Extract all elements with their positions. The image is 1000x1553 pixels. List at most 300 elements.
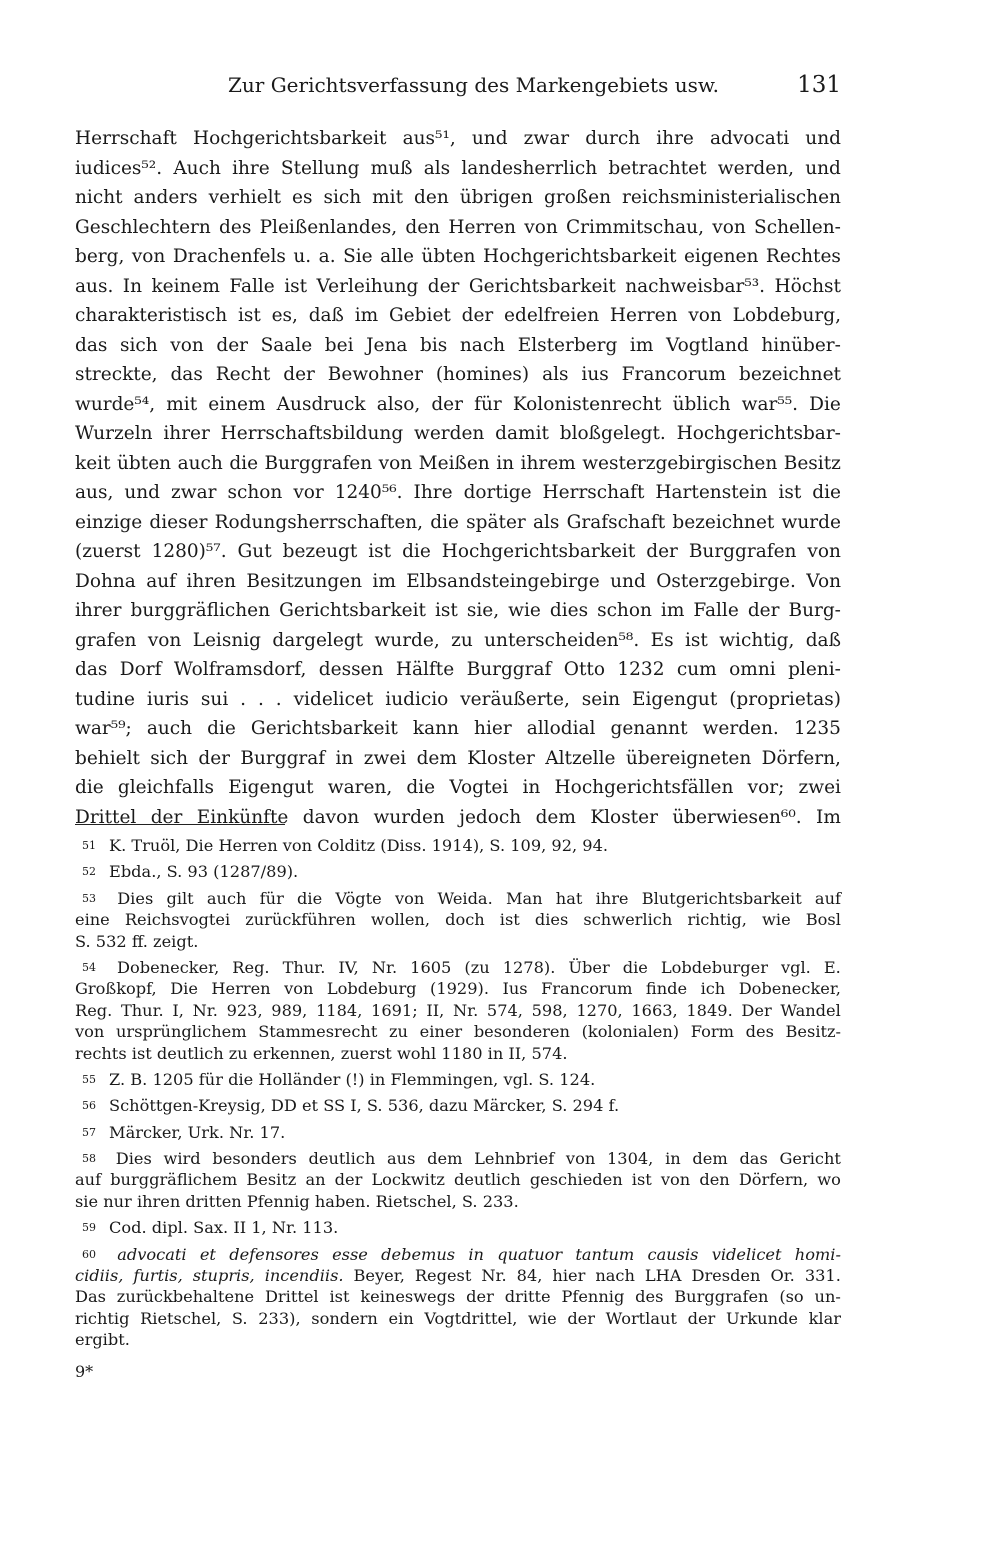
footnote-58	[75, 1148, 841, 1212]
footnote-word: incendiis.	[264, 1266, 344, 1286]
word: ist	[237, 305, 261, 326]
word: im	[354, 305, 379, 326]
word: wurde,	[374, 629, 440, 651]
word: Dorf	[119, 659, 162, 680]
word: den	[405, 216, 441, 238]
word: Hochgerichtsfällen	[554, 777, 734, 798]
word: übereigneten	[625, 747, 752, 769]
footnote-word: für	[259, 888, 284, 908]
word: die	[430, 511, 459, 533]
word: in	[335, 747, 354, 769]
word: Osterzgebirge.	[656, 570, 796, 592]
word: großen	[544, 187, 612, 208]
word: Hochgerichtsbarkeit	[441, 541, 636, 562]
word: Kloster	[467, 747, 535, 769]
word: einzige	[75, 511, 143, 533]
word: unterscheiden⁵⁸.	[484, 629, 640, 651]
word: Gerichtsbarkeit	[250, 718, 398, 739]
footnote-word: Pfennig	[561, 1287, 625, 1307]
word: Rechtes	[765, 246, 841, 267]
word: Hälfte	[395, 659, 455, 680]
word: zwar	[523, 128, 570, 149]
footnote-line	[75, 1148, 841, 1169]
word: auch	[177, 452, 223, 474]
word: pleni-	[788, 659, 841, 680]
footnote-word: von	[565, 1149, 596, 1169]
footnote-line	[75, 1021, 841, 1042]
word: bezeichnet	[672, 511, 775, 533]
footnote-word: von	[394, 888, 425, 908]
footnote-word: Wortlaut	[605, 1308, 677, 1328]
word: Einkünfte	[196, 806, 289, 828]
word: eigenen	[683, 246, 759, 267]
word: aus.	[75, 275, 114, 297]
word: wurde	[781, 511, 841, 533]
word: Besitz	[783, 452, 841, 474]
word: Falle	[693, 600, 739, 621]
word: Leisnig	[192, 629, 262, 651]
word: kann	[412, 718, 459, 739]
footnote-number: 59	[82, 1221, 96, 1235]
word: auf	[146, 570, 177, 592]
footnote-word: deutlich	[308, 1149, 376, 1169]
word: die	[402, 541, 431, 562]
footnote-word: Reg.	[232, 957, 270, 977]
footnote-word: richtig	[75, 1308, 130, 1328]
word: Stellung	[280, 157, 360, 179]
word: wie	[508, 600, 541, 621]
footnote-word: Lobdeburg	[326, 979, 417, 999]
word: übten	[421, 246, 476, 267]
footnote-word: die	[622, 957, 648, 977]
word: ist	[435, 600, 458, 621]
word: von	[688, 305, 722, 326]
word: die	[406, 777, 436, 798]
footnote-word: E.	[823, 957, 841, 977]
footnote-number: 55	[82, 1072, 96, 1086]
footnote-word: Dobenecker,	[738, 979, 841, 999]
word: sich	[323, 187, 362, 208]
footnote-word: eine	[75, 910, 110, 930]
text-line	[75, 272, 841, 302]
footnote-word: klar	[808, 1308, 841, 1328]
word: Saale	[260, 334, 313, 356]
footnote-word: 1691;	[371, 1000, 418, 1020]
footnote-line	[75, 1169, 841, 1190]
footnote-word: ursprünglichem	[115, 1022, 247, 1042]
footnote-word: wollen,	[370, 910, 430, 930]
word: Kloster	[590, 806, 658, 828]
word: übten	[117, 452, 172, 474]
word: Schellen-	[754, 216, 841, 238]
footnote-word: Märcker, Urk. Nr. 17.	[109, 1122, 286, 1142]
text-line	[75, 744, 841, 774]
word: Lobdeburg,	[732, 305, 841, 326]
word: daß	[805, 629, 841, 651]
footnote-word: hat	[555, 888, 583, 908]
word: advocati	[709, 128, 790, 149]
word: (homines)	[435, 364, 530, 385]
word: dies	[549, 600, 589, 621]
word: Drittel	[75, 806, 137, 828]
footnote-number: 58	[82, 1152, 96, 1166]
footnote-word: ist	[499, 910, 520, 930]
footnote-word: nach	[595, 1266, 635, 1286]
word: Burggraf	[240, 747, 326, 769]
footnote-word: S.	[231, 1308, 248, 1328]
footnote-word: Nr.	[452, 1000, 479, 1020]
text-line	[75, 419, 841, 449]
word: davon	[302, 806, 360, 828]
word: Herren	[609, 305, 678, 326]
word: Herren	[448, 216, 516, 238]
footnote-line	[75, 1191, 841, 1212]
word: ist	[778, 482, 802, 503]
word: dieser	[149, 511, 208, 533]
word: dortige	[463, 482, 532, 503]
word: Herrschaftsbildung	[220, 423, 404, 444]
word: vor;	[747, 777, 785, 798]
word: also,	[376, 393, 421, 415]
word: Dohna	[75, 570, 136, 592]
footnote-60	[75, 1244, 841, 1351]
footnote-word: Großkopf,	[75, 979, 157, 999]
footnote-word: Stammesrecht	[258, 1022, 378, 1042]
word: einem	[208, 393, 266, 415]
footnote-word: II,	[426, 1000, 445, 1020]
word: war⁵⁹;	[75, 718, 132, 739]
word: grafen	[75, 629, 137, 651]
word: alle	[380, 246, 414, 267]
word: sui	[200, 688, 229, 710]
word: der	[283, 364, 315, 385]
text-line	[75, 537, 841, 567]
footnote-word: aus	[387, 1149, 416, 1169]
word: burggräflichen	[130, 600, 271, 621]
main-text	[75, 124, 841, 832]
footnote-word: die	[297, 888, 323, 908]
word: der	[461, 305, 494, 326]
footnote-word: Man	[505, 888, 543, 908]
footnote-line	[75, 1217, 841, 1238]
footnote-line	[75, 1286, 841, 1307]
word: Herrschaft	[75, 128, 177, 149]
word: und	[471, 128, 508, 149]
footnote-line	[75, 1244, 841, 1265]
word: reichsministerialischen	[622, 187, 841, 208]
text-line	[75, 773, 841, 803]
text-line	[75, 331, 841, 361]
word: Eigengut	[631, 688, 718, 710]
word: Sie	[343, 246, 373, 267]
word: Wurzeln	[75, 423, 153, 444]
text-line	[75, 390, 841, 420]
word: als	[423, 157, 451, 179]
word: im	[660, 600, 685, 621]
word: charakteristisch	[75, 305, 228, 326]
footnote-53	[75, 888, 841, 952]
word: Otto	[563, 659, 605, 680]
word: Gebiet	[388, 305, 451, 326]
footnote-word: Regest	[414, 1266, 472, 1286]
word: Grafschaft	[566, 511, 666, 533]
footnote-word: Besitz	[246, 1170, 297, 1190]
word: damit	[495, 423, 549, 444]
word: mit	[372, 187, 404, 208]
word: Drachenfels	[172, 246, 286, 267]
word: ihre	[232, 157, 270, 179]
word: veräußerte,	[460, 688, 570, 710]
footnote-word: Nr.	[192, 1000, 218, 1020]
word: streckte,	[75, 364, 158, 385]
footnote-word: I,	[172, 1000, 184, 1020]
word: wichtig,	[719, 629, 795, 651]
word: der	[216, 334, 248, 356]
footnote-word: ein	[388, 1308, 414, 1328]
word: im	[629, 334, 654, 356]
footnote-word: Das	[75, 1287, 106, 1307]
word: keinem	[151, 275, 220, 297]
footnote-line	[75, 1308, 841, 1329]
footnote-word: geschieden	[529, 1170, 623, 1190]
footnote-word: Cod. dipl. Sax. II 1, Nr. 113.	[109, 1218, 339, 1238]
footnote-word: Dobenecker,	[117, 957, 220, 977]
word: und	[805, 128, 841, 149]
word: Es	[650, 629, 674, 651]
text-line	[75, 449, 841, 479]
word: nicht	[75, 187, 123, 208]
word: gleichfalls	[117, 777, 215, 798]
word: aus⁵¹,	[402, 128, 456, 149]
footnote-word: Lobdeburger	[660, 957, 768, 977]
word: Dörfern,	[761, 747, 841, 769]
word: überwiesen⁶⁰.	[672, 806, 802, 828]
word: der	[150, 806, 183, 828]
word: Jena	[366, 334, 408, 356]
word: genannt	[610, 718, 688, 739]
footnote-word: zurückführen	[245, 910, 356, 930]
word: üblich	[672, 393, 731, 415]
word: Geschlechtern	[75, 216, 211, 238]
footnote-word: (1929).	[430, 979, 489, 999]
footnote-word: Or.	[770, 1266, 795, 1286]
word: betrachtet	[608, 157, 707, 179]
word: keit	[75, 452, 111, 474]
footnote-52	[75, 861, 841, 882]
footnote-word: den	[699, 1170, 730, 1190]
footnote-word: 1184,	[316, 1000, 363, 1020]
word: von	[131, 246, 166, 267]
text-line	[75, 803, 841, 833]
footnote-word: wird	[163, 1149, 201, 1169]
footnote-number: 53	[82, 891, 96, 905]
footnote-line	[75, 1043, 841, 1064]
footnote-word: Z. B. 1205 für die Holländer (!) in Flemmingen, vgl. S. 124.	[109, 1069, 596, 1089]
word: aus,	[75, 482, 114, 503]
footnote-word: un-	[814, 1287, 841, 1307]
word: Verleihung	[316, 275, 419, 297]
footnote-line	[75, 1000, 841, 1021]
footnote-word: besonders	[212, 1149, 297, 1169]
word: ihren	[186, 570, 236, 592]
footnote-54	[75, 957, 841, 1064]
word: die	[75, 777, 104, 798]
footnote-word: quatuor	[497, 1244, 563, 1264]
footnote-word: das	[739, 1149, 768, 1169]
word: (proprietas)	[729, 688, 841, 710]
word: ihre	[656, 128, 694, 149]
footnote-rule	[75, 824, 285, 825]
footnote-word: Blutgerichtsbarkeit	[641, 888, 802, 908]
footnote-word: Reichsvogtei	[124, 910, 231, 930]
footnote-word: besonderen	[473, 1022, 570, 1042]
word: dem	[535, 806, 576, 828]
text-line	[75, 685, 841, 715]
word: videlicet	[293, 688, 374, 710]
footnote-word: in	[665, 1149, 681, 1169]
word: zwar	[171, 482, 217, 503]
footnote-number: 51	[82, 839, 96, 852]
word: ist	[284, 275, 308, 297]
word: des	[219, 216, 252, 238]
word: für	[474, 393, 502, 415]
word: der	[747, 600, 780, 621]
footnote-word: hier	[552, 1266, 586, 1286]
word: bezeugt	[282, 541, 358, 562]
word: sich	[150, 747, 188, 769]
footnote-word: S. 532 ff. zeigt.	[75, 931, 199, 951]
text-line	[75, 154, 841, 184]
footnote-word: finde	[645, 979, 688, 999]
footnote-word: Rietschel,	[140, 1308, 222, 1328]
footnote-word: schwerlich	[583, 910, 673, 930]
word: Burggrafen	[688, 541, 797, 562]
word: wurde⁵⁴,	[75, 393, 156, 415]
footnote-word: Urkunde	[725, 1308, 798, 1328]
word: Burg-	[788, 600, 841, 621]
word: muß	[370, 157, 413, 179]
footnote-number: 52	[82, 865, 96, 879]
footnote-word: auf	[814, 888, 841, 908]
word: Wolframsdorf,	[173, 659, 307, 680]
word: hier	[474, 718, 512, 739]
word: allodial	[526, 718, 596, 739]
footnote-word: advocati	[117, 1244, 187, 1264]
word: ihrem	[520, 452, 576, 474]
footnotes	[75, 835, 841, 1356]
footnote-word: 233),	[258, 1308, 301, 1328]
word: Burggraf	[466, 659, 552, 680]
word: Hartenstein	[655, 482, 768, 503]
word: durch	[585, 128, 641, 149]
word: in	[522, 777, 541, 798]
word: das	[75, 334, 108, 356]
word: u.	[293, 246, 312, 267]
footnote-59	[75, 1217, 841, 1238]
word: Gerichtsbarkeit	[279, 600, 426, 621]
footnote-word: et	[199, 1244, 216, 1264]
footnote-word: 84,	[516, 1266, 543, 1286]
footnote-number: 56	[82, 1099, 96, 1113]
word: Elsterberg	[517, 334, 618, 356]
footnote-line	[75, 909, 841, 930]
word: 1232	[617, 659, 665, 680]
word: der	[431, 393, 463, 415]
word: omni	[729, 659, 776, 680]
word: mit	[166, 393, 198, 415]
word: landesherrlich	[461, 157, 598, 179]
word: im	[372, 570, 396, 592]
footnote-line	[75, 978, 841, 999]
word: die	[812, 482, 841, 503]
footnote-word: Reg.	[75, 1000, 113, 1020]
text-line	[75, 301, 841, 331]
word: den	[414, 187, 449, 208]
word: Burggrafen	[264, 452, 373, 474]
footnote-word: causis	[647, 1244, 699, 1264]
word: Hochgerichtsbarkeit	[482, 246, 677, 267]
footnote-word: Dies	[115, 1149, 152, 1169]
footnote-word: ich	[700, 979, 726, 999]
footnote-word: des	[745, 1022, 774, 1042]
footnote-word: keineswegs	[360, 1287, 456, 1307]
word: Eigengut	[228, 777, 314, 798]
footnote-word: Beyer,	[353, 1266, 405, 1286]
word: (zuerst	[75, 541, 141, 562]
footnote-word: burggräflichem	[110, 1170, 238, 1190]
word: 1240⁵⁶.	[334, 482, 403, 503]
footnote-word: richtig,	[687, 910, 747, 930]
footnote-word: Vogtdrittel,	[424, 1308, 518, 1328]
word: Crimmitschau,	[566, 216, 704, 238]
footnote-word: 598,	[531, 1000, 568, 1020]
footnote-word: zu	[389, 1022, 408, 1042]
word: es,	[271, 305, 298, 326]
word: dessen	[318, 659, 384, 680]
word: wurden	[373, 806, 445, 828]
word: Die	[809, 393, 841, 415]
footnote-word: ist	[631, 1170, 652, 1190]
footnote-word: Lockwitz	[371, 1170, 445, 1190]
word: ius	[581, 364, 609, 385]
word: zwei	[363, 747, 407, 769]
word: edelfreien	[504, 305, 600, 326]
footnote-word: Wandel	[780, 1000, 841, 1020]
word: iuris	[146, 688, 189, 710]
word: nachweisbar⁵³.	[625, 275, 766, 297]
footnote-word: cidiis,	[75, 1266, 124, 1286]
word: ist	[368, 541, 392, 562]
word: und	[124, 482, 161, 503]
footnote-word: Thur.	[120, 1000, 164, 1020]
word: verhielt	[208, 187, 281, 208]
word: bloßgelegt.	[559, 423, 666, 444]
footnote-word: Weida.	[437, 888, 493, 908]
word: Kolonistenrecht	[512, 393, 662, 415]
text-line	[75, 714, 841, 744]
footnote-word: Besitz-	[785, 1022, 841, 1042]
footnote-word: Form	[690, 1022, 734, 1042]
footnote-word: IV,	[338, 957, 359, 977]
text-line	[75, 626, 841, 656]
text-line	[75, 508, 841, 538]
footnote-word: der	[567, 1308, 595, 1328]
footnote-word: sondern	[311, 1308, 378, 1328]
word: von	[170, 334, 204, 356]
word: von	[378, 452, 413, 474]
footnote-word: 1849.	[686, 1000, 733, 1020]
word: von	[147, 629, 182, 651]
